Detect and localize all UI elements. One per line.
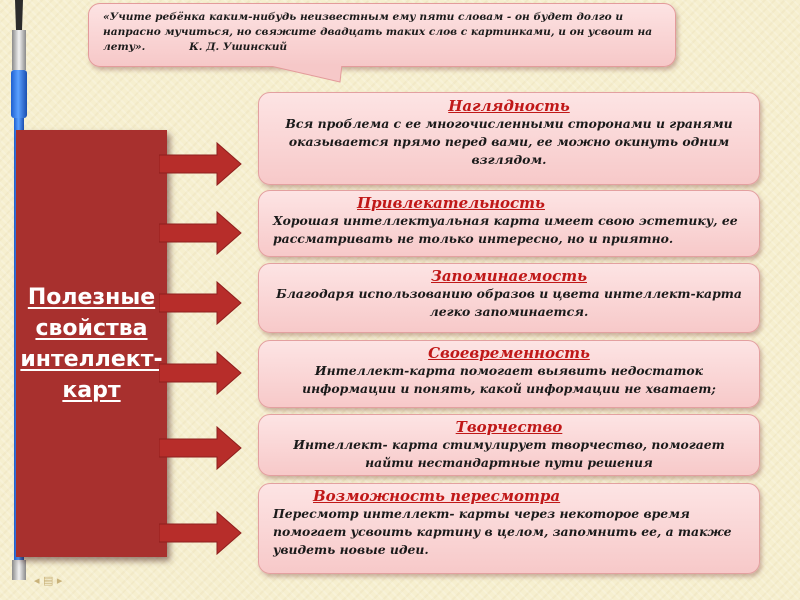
property-card — [258, 190, 760, 257]
card-text: Хорошая интеллектуальная карта имеет свою эстетику, ее рассматривать не только интересно, но и приятно. — [273, 213, 738, 246]
card-text: Пересмотр интеллект- карты через некоторое время помогает усвоить картину в целом, запомнить ее, а также увидеть новые идеи. — [273, 506, 732, 557]
panel-title-line: карт — [62, 377, 121, 403]
panel-title-line: Полезные — [27, 284, 156, 310]
card-title: Запоминаемость — [431, 267, 587, 285]
arrow-icon — [159, 141, 243, 187]
card-title: Привлекательность — [357, 194, 545, 212]
card-title: Возможность пересмотра — [313, 487, 561, 505]
panel-title-line: интеллект- — [20, 346, 163, 372]
panel-title — [20, 282, 162, 406]
quote-author: К. Д. Ушинский — [189, 41, 288, 53]
property-card — [258, 483, 760, 574]
card-text: Вся проблема с ее многочисленными сторонами и гранями оказывается прямо перед вами, ее можно окинуть одним взглядом. — [285, 116, 733, 167]
arrow-icon — [159, 510, 243, 556]
property-card — [258, 263, 760, 333]
card-text: Интеллект- карта стимулирует творчество, помогает найти нестандартные пути решения — [293, 437, 725, 470]
quote-box — [88, 3, 676, 67]
arrow-icon — [159, 280, 243, 326]
arrow-icon — [159, 210, 243, 256]
property-card — [258, 92, 760, 185]
card-title: Своевременность — [428, 344, 590, 362]
quote-callout-tail — [262, 64, 342, 84]
property-card — [258, 414, 760, 476]
arrow-icon — [159, 350, 243, 396]
card-title: Творчество — [455, 418, 563, 436]
property-card — [258, 340, 760, 408]
card-text: Благодаря использованию образов и цвета интеллект-карта легко запоминается. — [276, 286, 742, 319]
card-text: Интеллект-карта помогает выявить недостаток информации и понять, какой информации не хватает; — [302, 363, 716, 396]
slide-controls-icon[interactable]: ◂ ▤ ▸ — [34, 574, 63, 587]
panel-title-line: свойства — [35, 315, 148, 341]
arrow-icon — [159, 425, 243, 471]
card-title: Наглядность — [448, 97, 570, 115]
quote-text: «Учите ребёнка каким-нибудь неизвестным ему пяти словам - он будет долго и напрасно мучиться, но свяжите двадцать таких слов с картинками, и он усвоит на лету». — [103, 11, 653, 53]
left-title-panel — [16, 130, 167, 557]
